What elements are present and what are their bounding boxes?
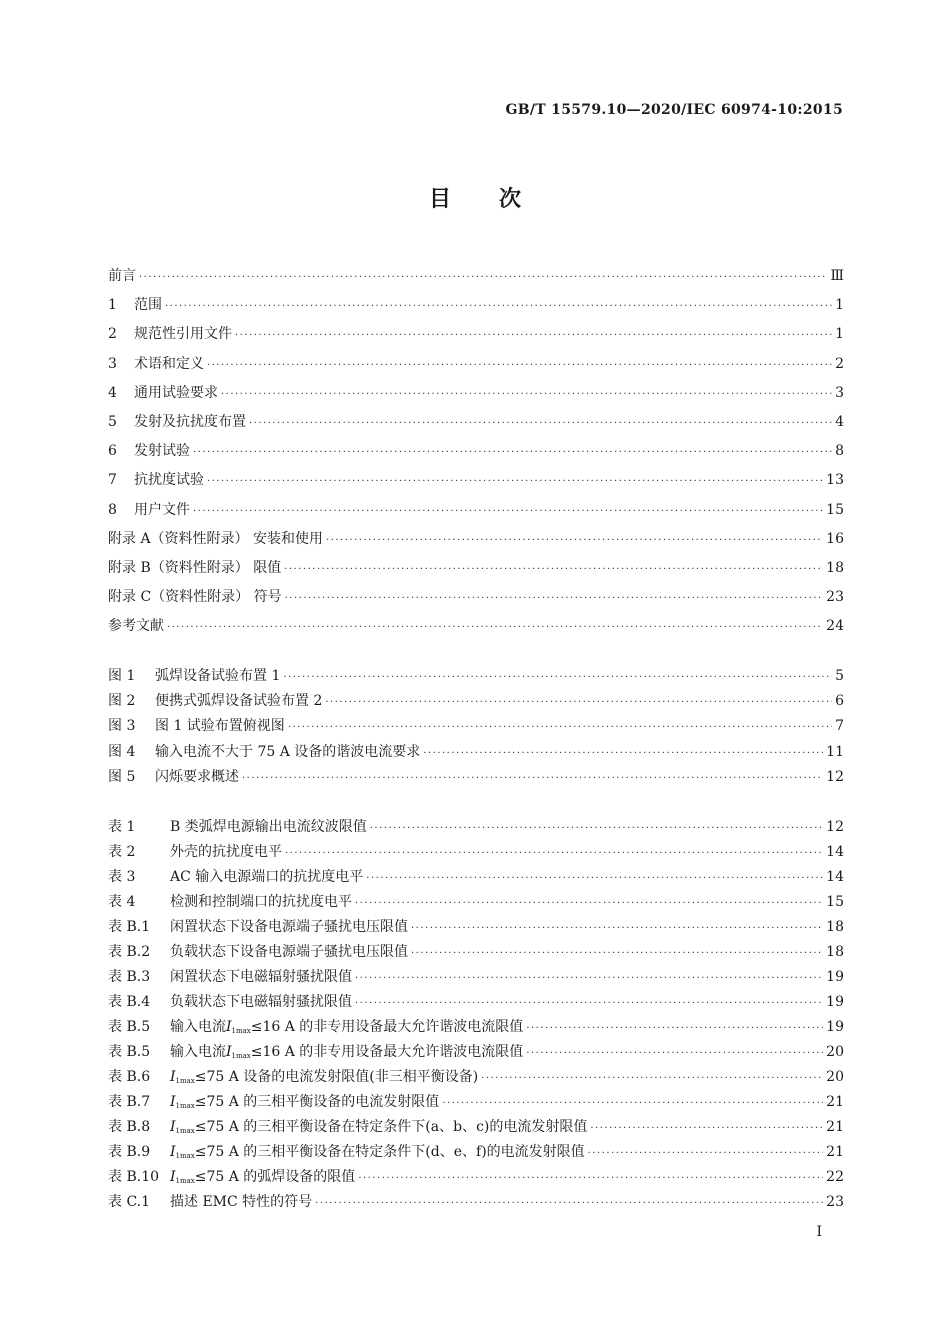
toc-entry-number: 表 B.2 — [108, 944, 151, 960]
dot-leader — [193, 444, 832, 462]
toc-entry-page: 14 — [826, 844, 844, 860]
toc-entry-title: 范围 — [134, 297, 162, 314]
toc-entry[interactable] — [108, 496, 844, 525]
toc-entry-number: 图 3 — [108, 718, 136, 735]
current-symbol-subscript: 1max — [175, 1127, 195, 1135]
dot-leader — [284, 561, 823, 579]
toc-entry-label — [108, 890, 352, 915]
toc-tables-section — [108, 815, 844, 1215]
dot-leader — [207, 473, 823, 491]
toc-entry-title: ≤75 A 设备的电流发射限值(非三相平衡设备) — [194, 1069, 479, 1085]
toc-entry-page: 3 — [835, 384, 844, 401]
toc-entry-title: 负载状态下设备电源端子骚扰电压限值 — [170, 944, 408, 960]
toc-entry-number: 表 4 — [108, 894, 136, 910]
dot-leader — [355, 995, 823, 1013]
current-symbol-letter: I — [170, 1169, 176, 1185]
current-symbol-subscript: 1max — [175, 1102, 195, 1110]
toc-entry-title: 输入电流不大于 75 A 设备的谐波电流要求 — [155, 743, 421, 760]
toc-entry-title: 检测和控制端口的抗扰度电平 — [170, 894, 352, 910]
toc-entry-label — [108, 612, 164, 641]
dot-leader — [139, 269, 827, 287]
toc-entry-number: 表 B.5 — [108, 1044, 151, 1060]
toc-entry-page: 1 — [835, 326, 844, 343]
dot-leader — [326, 532, 823, 550]
dot-leader — [355, 895, 823, 913]
toc-entry-label — [108, 525, 323, 554]
dot-leader — [355, 970, 823, 988]
toc-entry[interactable] — [108, 262, 844, 291]
toc-entry-page: 19 — [826, 1019, 844, 1035]
toc-entry-label — [108, 262, 136, 291]
dot-leader — [285, 590, 824, 608]
toc-entry-number: 表 B.10 — [108, 1169, 160, 1185]
current-symbol-letter: I — [170, 1069, 176, 1085]
toc-entry-number: 表 3 — [108, 869, 136, 885]
toc-entry-label — [108, 379, 218, 408]
dot-leader — [283, 669, 832, 687]
toc-entry-label — [108, 965, 352, 990]
toc-entry-label — [108, 583, 282, 612]
toc-entry-page: 7 — [835, 718, 844, 735]
toc-entry-title: 发射试验 — [134, 443, 190, 460]
toc-entry-page: 2 — [835, 355, 844, 372]
dot-leader — [315, 1195, 823, 1213]
toc-entry[interactable] — [108, 714, 844, 739]
toc-entry-page: 14 — [826, 869, 844, 885]
toc-entry-label — [108, 740, 420, 765]
dot-leader — [442, 1095, 823, 1113]
toc-entry[interactable] — [108, 320, 844, 349]
toc-entry-page: 21 — [826, 1119, 844, 1135]
toc-entry-page: 4 — [835, 413, 844, 430]
toc-entry-title: 发射及抗扰度布置 — [134, 413, 246, 430]
toc-entry-number: 表 2 — [108, 844, 136, 860]
toc-entry-title: 图 1 试验布置俯视图 — [155, 718, 285, 735]
toc-entry-title: 描述 EMC 特性的符号 — [170, 1194, 313, 1210]
dot-leader — [221, 386, 832, 404]
toc-entry-page: 21 — [826, 1144, 844, 1160]
toc-entry-number: 4 — [108, 384, 117, 401]
dot-leader — [193, 503, 823, 521]
dot-leader — [242, 770, 823, 788]
toc-entry-title: 附录 C（资料性附录） 符号 — [108, 589, 282, 606]
toc-entry-label — [108, 840, 282, 865]
toc-entry[interactable] — [108, 965, 844, 990]
current-symbol-subscript: 1max — [175, 1077, 195, 1085]
toc-entry[interactable] — [108, 815, 844, 840]
current-symbol-subscript: 1max — [175, 1152, 195, 1160]
toc-entry-page: 12 — [826, 768, 844, 785]
toc-entry-label — [108, 940, 408, 965]
toc-entry[interactable] — [108, 1065, 844, 1090]
toc-entry-title: 用户文件 — [134, 501, 190, 518]
toc-entry-number: 表 B.1 — [108, 919, 151, 935]
toc-entry-page: 1 — [835, 297, 844, 314]
toc-entry-page: Ⅲ — [830, 268, 844, 284]
dot-leader — [235, 327, 832, 345]
toc-entry-number: 表 B.9 — [108, 1144, 151, 1160]
toc-entry-label — [108, 408, 246, 437]
toc-entry-title: 术语和定义 — [134, 355, 204, 372]
toc-entry-page: 15 — [826, 894, 844, 910]
current-symbol-subscript: 1max — [175, 1177, 195, 1185]
toc-entry-page: 16 — [826, 530, 844, 547]
toc-entry[interactable] — [108, 408, 844, 437]
current-symbol-letter: I — [170, 1119, 176, 1135]
toc-entry-label — [108, 437, 190, 466]
toc-entry[interactable] — [108, 466, 844, 495]
toc-entry-label — [108, 714, 285, 739]
toc-entry-page: 15 — [826, 501, 844, 518]
toc-entry-page: 13 — [826, 472, 844, 489]
toc-entry-page: 23 — [826, 1194, 844, 1210]
toc-entry-number: 表 B.4 — [108, 994, 151, 1010]
toc-entry-number: 表 B.6 — [108, 1069, 151, 1085]
toc-entry[interactable] — [108, 379, 844, 408]
toc-entry-title: 弧焊设备试验布置 1 — [155, 668, 281, 684]
toc-entry-number: 6 — [108, 443, 117, 460]
toc-entry-label — [108, 765, 239, 790]
toc-entry-title: ≤75 A 的弧焊设备的限值 — [194, 1169, 356, 1185]
toc-entry-number: 5 — [108, 413, 117, 430]
toc-entry-title: B 类弧焊电源输出电流纹波限值 — [170, 819, 367, 835]
dot-leader — [165, 298, 832, 316]
toc-entry-label — [108, 466, 204, 495]
toc-entry[interactable] — [108, 554, 844, 583]
toc-entry-label — [108, 915, 408, 940]
toc-entry-label — [108, 350, 204, 379]
toc-entry-page: 21 — [826, 1094, 844, 1110]
current-symbol-letter: I — [226, 1019, 232, 1035]
toc-entry-page: 22 — [826, 1169, 844, 1185]
toc-entry-title: ≤16 A 的非专用设备最大允许谐波电流限值 — [250, 1019, 524, 1035]
toc-entry[interactable] — [108, 583, 844, 612]
toc-entry-page: 18 — [826, 919, 844, 935]
title-char-1: 目 — [428, 186, 451, 212]
toc-entry-number: 表 B.8 — [108, 1119, 151, 1135]
toc-entry-page: 19 — [826, 994, 844, 1010]
toc-entry[interactable] — [108, 1040, 844, 1065]
dot-leader — [325, 694, 832, 712]
current-symbol-subscript: 1max — [231, 1027, 251, 1035]
toc-entry-title: ≤75 A 的三相平衡设备的电流发射限值 — [194, 1094, 440, 1110]
toc-figures-section — [108, 664, 844, 790]
toc-entry[interactable] — [108, 1015, 844, 1040]
toc-entry-page: 6 — [835, 693, 844, 710]
dot-leader — [358, 1170, 823, 1188]
toc-entry[interactable] — [108, 689, 844, 714]
toc-entry-number: 图 1 — [108, 668, 136, 684]
page-number: I — [816, 1224, 822, 1240]
toc-entry-page: 11 — [826, 743, 844, 760]
toc-entry-prefix: 输入电流 — [170, 1044, 226, 1060]
toc-entry-page: 20 — [826, 1044, 844, 1060]
toc-entry-label — [108, 291, 162, 320]
toc-entry[interactable] — [108, 350, 844, 379]
toc-entry-label — [108, 815, 367, 840]
toc-entry-title: 规范性引用文件 — [134, 326, 232, 343]
dot-leader — [590, 1120, 823, 1138]
toc-entry-page: 20 — [826, 1069, 844, 1085]
toc-entry[interactable] — [108, 525, 844, 554]
toc-entry-title: 负载状态下电磁辐射骚扰限值 — [170, 994, 352, 1010]
toc-entry-label — [108, 320, 232, 349]
standard-number: GB/T 15579.10—2020/IEC 60974-10:2015 — [505, 102, 843, 118]
toc-entry-page: 18 — [826, 559, 844, 576]
toc-entry-label — [108, 865, 363, 890]
toc-entry-label — [108, 689, 322, 714]
dot-leader — [411, 920, 823, 938]
toc-entry-number: 图 4 — [108, 743, 136, 760]
toc-entry-label — [108, 554, 281, 583]
toc-entry-title: 附录 B（资料性附录） 限值 — [108, 559, 282, 576]
toc-entry-title: ≤75 A 的三相平衡设备在特定条件下(d、e、f)的电流发射限值 — [194, 1144, 585, 1160]
toc-main-section — [108, 262, 844, 641]
dot-leader — [526, 1045, 823, 1063]
current-symbol-subscript: 1max — [231, 1052, 251, 1060]
toc-entry[interactable] — [108, 840, 844, 865]
toc-entry-title: 通用试验要求 — [134, 384, 218, 401]
toc-entry-number: 表 B.7 — [108, 1094, 151, 1110]
toc-entry-page: 24 — [826, 618, 844, 635]
dot-leader — [288, 719, 832, 737]
toc-entry-label — [108, 990, 352, 1015]
title-char-2: 次 — [499, 186, 522, 212]
toc-entry-number: 表 B.5 — [108, 1019, 151, 1035]
toc-entry[interactable] — [108, 765, 844, 790]
toc-entry-number: 表 B.3 — [108, 969, 151, 985]
toc-entry-number: 表 1 — [108, 819, 136, 835]
dot-leader — [207, 357, 832, 375]
toc-entry-label — [108, 1190, 312, 1215]
toc-entry-title: 闲置状态下电磁辐射骚扰限值 — [170, 969, 352, 985]
toc-entry-page: 12 — [826, 819, 844, 835]
toc-entry-title: 参考文献 — [108, 618, 164, 635]
toc-entry-number: 3 — [108, 355, 117, 372]
toc-entry-prefix: 输入电流 — [170, 1019, 226, 1035]
toc-entry-title: 外壳的抗扰度电平 — [170, 844, 282, 860]
toc-entry[interactable] — [108, 291, 844, 320]
toc-entry[interactable] — [108, 740, 844, 765]
dot-leader — [526, 1020, 823, 1038]
toc-entry-number: 7 — [108, 472, 117, 489]
toc-entry-number: 8 — [108, 501, 117, 518]
toc-entry-page: 8 — [835, 443, 844, 460]
dot-leader — [249, 415, 832, 433]
dot-leader — [481, 1070, 823, 1088]
dot-leader — [285, 845, 823, 863]
toc-entry-number: 表 C.1 — [108, 1194, 151, 1210]
toc-entry[interactable] — [108, 664, 844, 689]
toc-entry-title: 便携式弧焊设备试验布置 2 — [155, 693, 323, 710]
toc-entry-number: 图 2 — [108, 693, 136, 710]
toc-entry[interactable] — [108, 990, 844, 1015]
dot-leader — [423, 745, 823, 763]
toc-entry[interactable] — [108, 890, 844, 915]
dot-leader — [167, 619, 823, 637]
toc-entry-number: 2 — [108, 326, 117, 343]
toc-entry-page: 23 — [826, 589, 844, 606]
page-title — [0, 182, 950, 213]
toc-entry-label — [108, 496, 190, 525]
toc-entry-title: AC 输入电源端口的抗扰度电平 — [170, 869, 364, 885]
toc-entry[interactable] — [108, 1190, 844, 1215]
toc-entry-title: 闪烁要求概述 — [155, 768, 239, 785]
current-symbol-letter: I — [226, 1044, 232, 1060]
toc-entry[interactable] — [108, 865, 844, 890]
toc-entry-label — [108, 664, 280, 689]
toc-entry[interactable] — [108, 1140, 844, 1165]
current-symbol-letter: I — [170, 1094, 176, 1110]
current-symbol-letter: I — [170, 1144, 176, 1160]
dot-leader — [588, 1145, 824, 1163]
toc-entry-page: 5 — [835, 668, 844, 684]
toc-entry-title: 抗扰度试验 — [134, 472, 204, 489]
toc-entry-title: 前言 — [108, 268, 136, 284]
toc-entry[interactable] — [108, 437, 844, 466]
dot-leader — [370, 820, 823, 838]
toc-entry[interactable] — [108, 915, 844, 940]
toc-entry[interactable] — [108, 940, 844, 965]
toc-entry-title: 附录 A（资料性附录） 安装和使用 — [108, 530, 324, 547]
toc-entry-number: 1 — [108, 297, 117, 314]
toc-entry-number: 图 5 — [108, 768, 136, 785]
toc-entry-page: 19 — [826, 969, 844, 985]
toc-entry-title: ≤75 A 的三相平衡设备在特定条件下(a、b、c)的电流发射限值 — [194, 1119, 588, 1135]
toc-entry[interactable] — [108, 1115, 844, 1140]
toc-entry-page: 18 — [826, 944, 844, 960]
dot-leader — [366, 870, 823, 888]
toc-entry[interactable] — [108, 612, 844, 641]
dot-leader — [411, 945, 823, 963]
toc-entry-title: 闲置状态下设备电源端子骚扰电压限值 — [170, 919, 408, 935]
toc-entry-title: ≤16 A 的非专用设备最大允许谐波电流限值 — [250, 1044, 524, 1060]
